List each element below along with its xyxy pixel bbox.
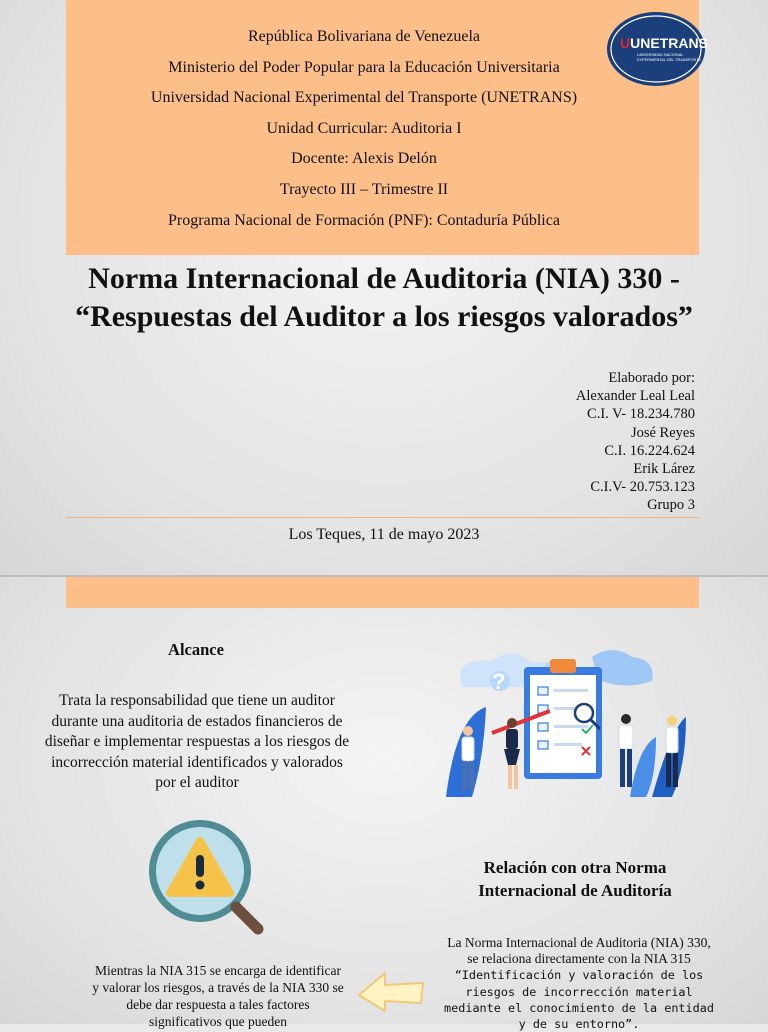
relacion-paragraph	[440, 935, 718, 1032]
header-line: Trayecto III – Trimestre II	[279, 180, 449, 198]
mientras-paragraph: Mientras la NIA 315 se encarga de identificar y valorar los riesgos, a través de la NIA 330 se debe dar respuesta a tales factores significativos que pueden	[92, 963, 344, 1029]
warning-magnifier-icon	[146, 819, 266, 935]
svg-text:UUNETRANS: UUNETRANS	[620, 35, 708, 51]
header-line: Unidad Curricular: Auditoria I	[266, 119, 462, 137]
header-line: Universidad Nacional Experimental del Transporte (UNETRANS)	[150, 89, 578, 107]
authors-block	[576, 369, 695, 515]
author-line: Grupo 3	[647, 497, 695, 514]
place-date: Los Teques, 11 de mayo 2023	[288, 526, 480, 543]
header-line: Programa Nacional de Formación (PNF): Contaduría Pública	[168, 211, 560, 229]
title-line: Norma Internacional de Auditoria (NIA) 330 -	[88, 262, 680, 295]
logo-subtitle: UNIVERSIDAD NACIONAL	[637, 53, 684, 57]
relacion-heading: Relación con otra Norma Internacional de Auditoría	[478, 858, 672, 900]
alcance-paragraph: Trata la responsabilidad que tiene un auditor durante una auditoria de estados financieros de diseñar e implementar respuestas a los riesgos de incorrección material identificados y valorados por el auditor	[44, 692, 350, 792]
header-line: República Bolivariana de Venezuela	[247, 28, 481, 45]
svg-text:?: ?	[492, 669, 506, 694]
presentation-title	[40, 260, 728, 336]
author-line: Erik Lárez	[633, 461, 695, 478]
left-arrow-icon	[355, 969, 427, 1011]
title-line: “Respuestas del Auditor a los riesgos valorados”	[75, 300, 693, 333]
relacion-quote: “Identificación y valoración de los riesgos de incorrección material mediante el conocimiento de la entidad y de su entorno”.	[444, 968, 714, 1032]
content-slide	[0, 577, 768, 1032]
header-line: Ministerio del Poder Popular para la Educación Universitaria	[168, 58, 560, 76]
unetrans-logo	[606, 11, 706, 87]
clipboard-team-illustration	[442, 647, 688, 809]
author-line: Elaborado por:	[608, 370, 695, 386]
author-line: C.I. V- 18.234.780	[587, 406, 695, 423]
divider	[66, 517, 699, 518]
header-box	[66, 0, 708, 255]
author-line: C.I.V- 20.753.123	[590, 479, 695, 496]
alcance-heading: Alcance	[168, 640, 224, 659]
logo-subtitle: EXPERIMENTAL DEL TRANSPORTE	[637, 58, 702, 62]
author-line: C.I. 16.224.624	[604, 442, 695, 459]
logo-name: UNETRANS	[630, 35, 708, 51]
header-band	[66, 577, 699, 608]
relacion-intro: La Norma Internacional de Auditoria (NIA) 330, se relaciona directamente con la NIA 315	[447, 935, 711, 967]
institution-header	[104, 22, 624, 236]
author-line: Alexander Leal Leal	[575, 388, 695, 405]
author-line: José Reyes	[630, 424, 695, 441]
header-line: Docente: Alexis Delón	[291, 150, 437, 168]
